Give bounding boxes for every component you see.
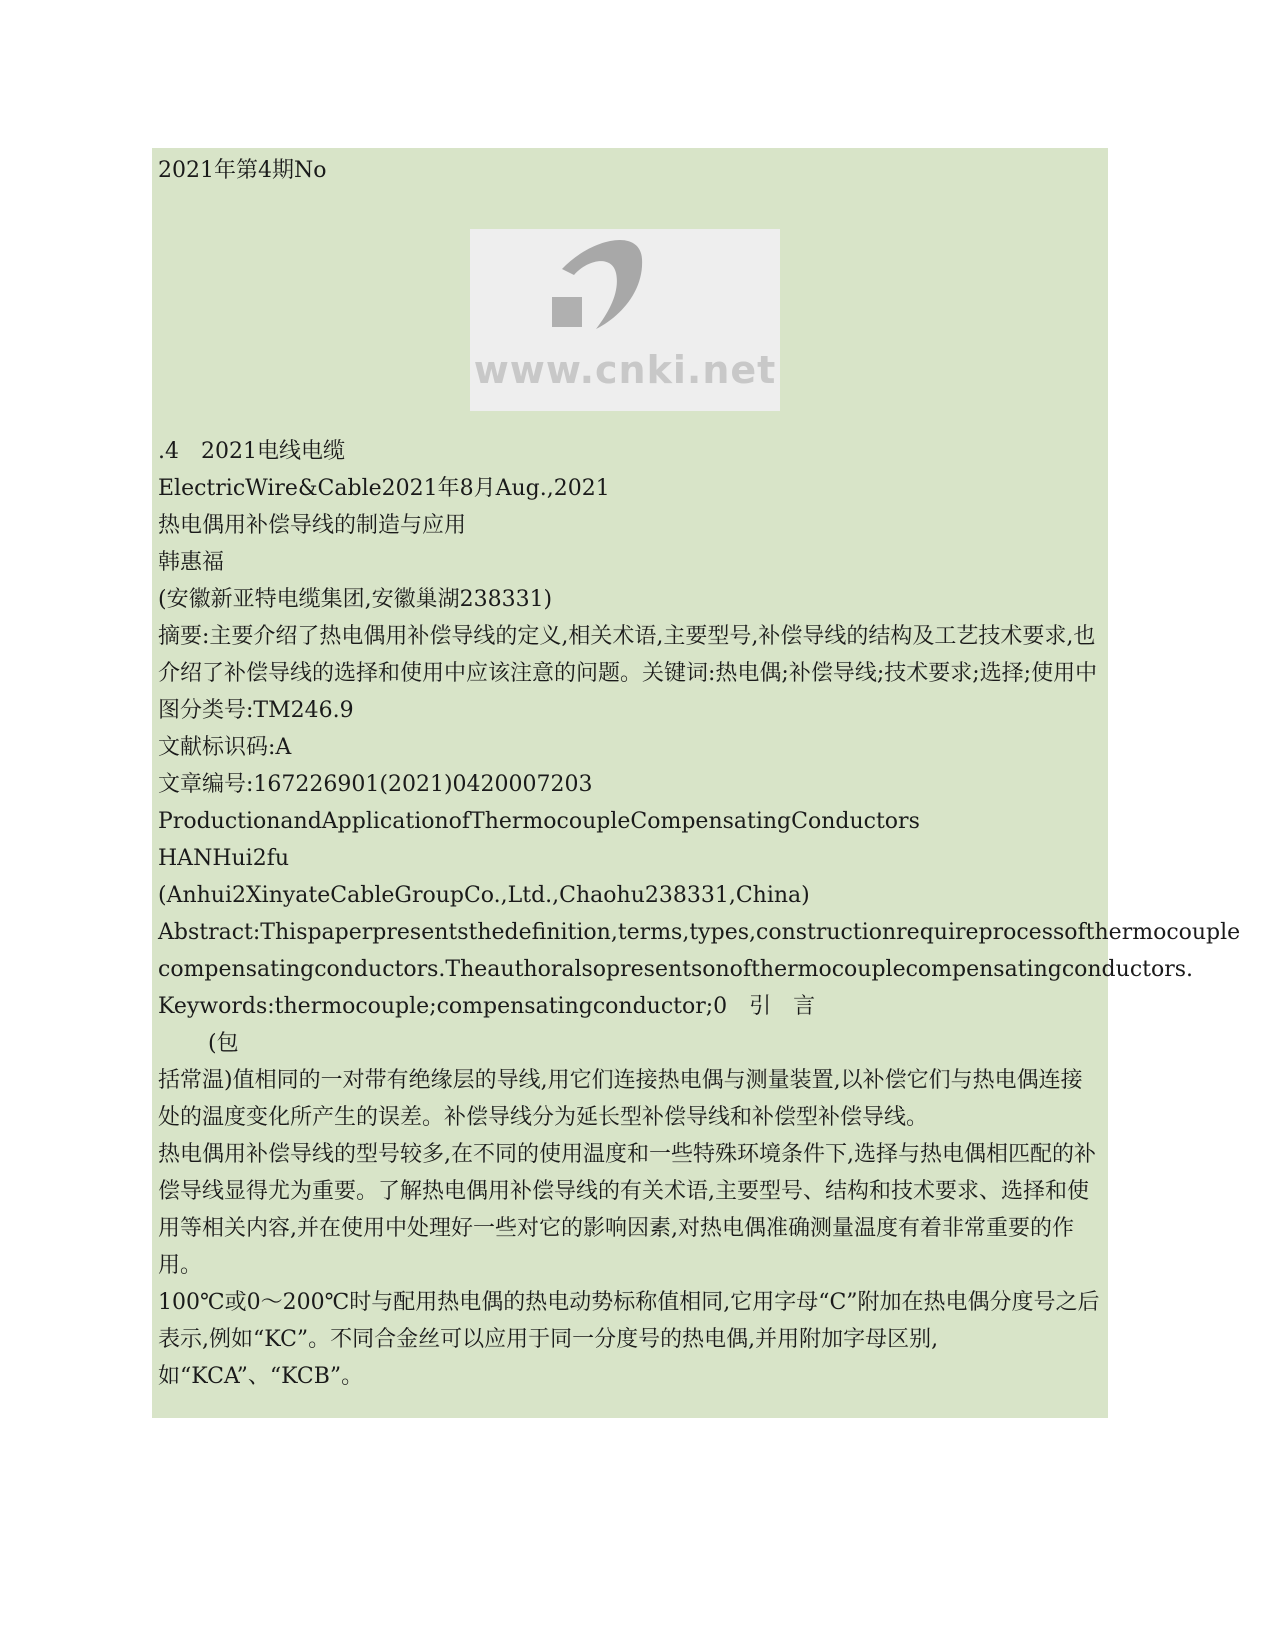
journal-line: ElectricWire&Cable2021年8月Aug.,2021 (158, 476, 610, 501)
affiliation-en: (Anhui2XinyateCableGroupCo.,Ltd.,Chaohu238331,China) (158, 883, 810, 908)
paragraph-3: 100℃或0～200℃时与配用热电偶的热电动势标称值相同,它用字母“C”附加在热电偶分度号之后表示,例如“KC”。不同合金丝可以应用于同一分度号的热电偶,并用附加字母区别,如“KCA”、“KCB”。 (158, 1290, 1100, 1389)
keywords-en: Keywords:thermocouple;compensatingconductor;0 (158, 994, 728, 1019)
author-en: HANHui2fu (158, 846, 290, 871)
affiliation-cn: (安徽新亚特电缆集团,安徽巢湖238331) (158, 587, 553, 612)
header-line: .4 2021电线电缆 (158, 439, 345, 464)
paragraph-1: 括常温)值相同的一对带有绝缘层的导线,用它们连接热电偶与测量装置,以补偿它们与热电偶连接处的温度变化所产生的误差。补偿导线分为延长型补偿导线和补偿型补偿导线。 (158, 1068, 1083, 1130)
cnki-logo (470, 229, 780, 411)
document-body (152, 148, 1241, 1418)
abstract-en-line-2: compensatingconductors.Theauthoralsopresentsonofthermocouplecompensatingconductors. (158, 957, 1194, 982)
keywords-line (158, 988, 1102, 1025)
title-cn: 热电偶用补偿导线的制造与应用 (158, 513, 467, 538)
issue-line: 2021年第4期No (158, 158, 327, 183)
author-cn: 韩惠福 (158, 550, 225, 575)
paragraph-open: (包 (208, 1031, 239, 1056)
abstract-en-line-1: Abstract:Thispaperpresentsthedefinition,terms,types,constructionrequireprocessofthermocouple (158, 920, 1241, 945)
section-heading: 引 言 (749, 994, 816, 1019)
doc-code: 文献标识码:A (158, 735, 292, 760)
article-number: 文章编号:167226901(2021)0420007203 (158, 772, 593, 797)
title-en: ProductionandApplicationofThermocoupleCompensatingConductors (158, 809, 920, 834)
abstract-cn: 摘要:主要介绍了热电偶用补偿导线的定义,相关术语,主要型号,补偿导线的结构及工艺技术要求,也介绍了补偿导线的选择和使用中应该注意的问题。关键词:热电偶;补偿导线;技术要求;选择;使用中图分类号:TM246.9 (158, 624, 1098, 723)
logo-text: www.cnki.net (473, 348, 777, 392)
paragraph-2: 热电偶用补偿导线的型号较多,在不同的使用温度和一些特殊环境条件下,选择与热电偶相匹配的补偿导线显得尤为重要。了解热电偶用补偿导线的有关术语,主要型号、结构和技术要求、选择和使用等相关内容,并在使用中处理好一些对它的影响因素,对热电偶准确测量温度有着非常重要的作用。 (158, 1142, 1096, 1278)
